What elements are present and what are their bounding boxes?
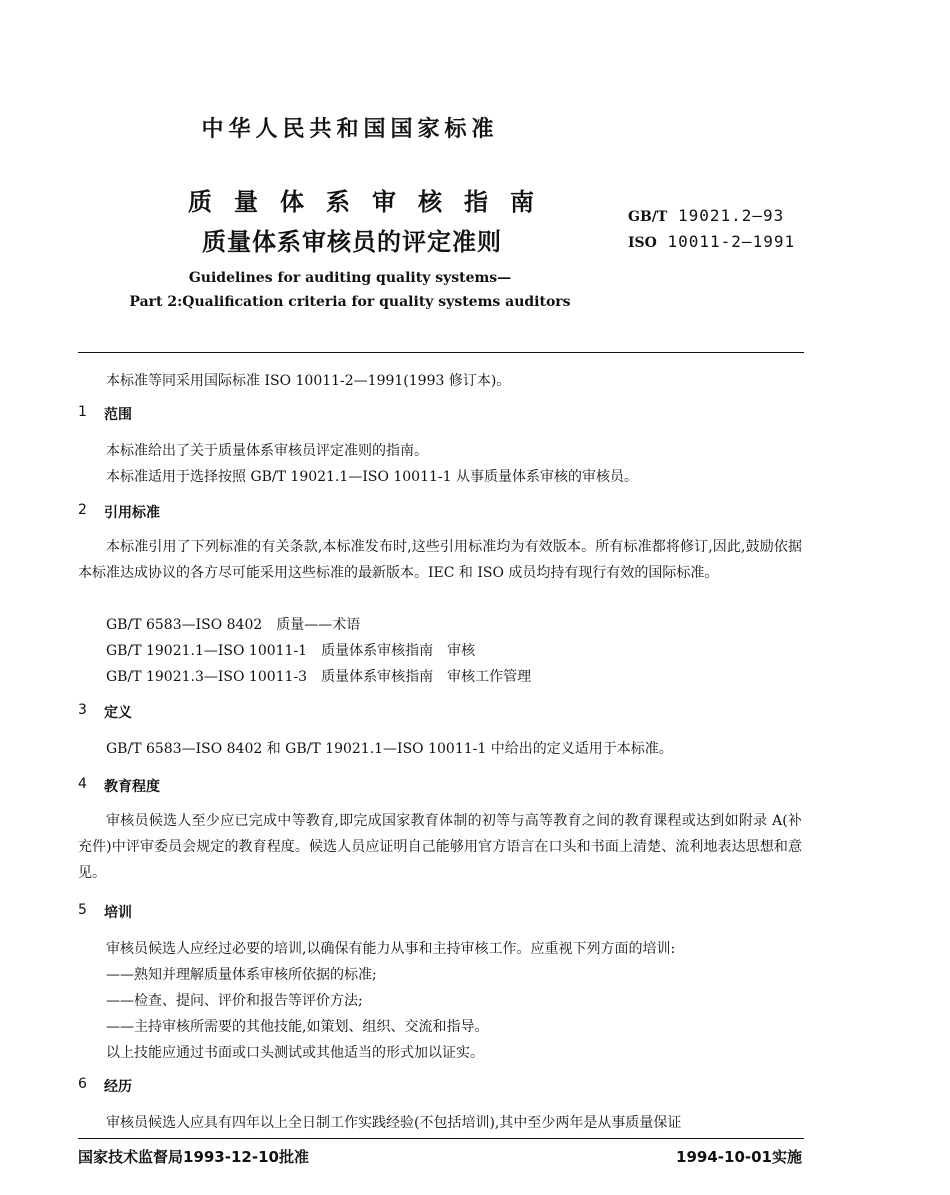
section-1-line-2: 本标准适用于选择按照 GB/T 19021.1—ISO 10011-1 从事质量体系审核的审核员。 — [106, 469, 638, 485]
document-title: 质量体系审核指南 — [188, 188, 556, 216]
reference-item: GB/T 19021.1—ISO 10011-1 质量体系审核指南 审核 — [106, 643, 476, 659]
reference-item: GB/T 19021.3—ISO 10011-3 质量体系审核指南 审核工作管理 — [106, 669, 532, 685]
gb-code-prefix: GB/T — [628, 209, 668, 225]
section-5-list-item: ——熟知并理解质量体系审核所依据的标准; — [106, 967, 377, 983]
header-divider — [78, 352, 804, 353]
section-3-number: 3 — [78, 702, 87, 718]
section-4-paragraph: 审核员候选人至少应已完成中等教育,即完成国家教育体制的初等与高等教育之间的教育课程或达到如附录 A(补充件)中评审委员会规定的教育程度。候选人员应证明自己能够用官方语言在口头和书面上清楚、流利地表达思想和意见。 — [78, 813, 802, 881]
section-2-paragraph: 本标准引用了下列标准的有关条款,本标准发布时,这些引用标准均为有效版本。所有标准都将修订,因此,鼓励依据本标准达成协议的各方尽可能采用这些标准的最新版本。IEC 和 ISO 成员均持有现行有效的国际标准。 — [78, 539, 802, 581]
document-subtitle: 质量体系审核员的评定准则 — [202, 228, 502, 256]
implementation-info: 1994-10-01实施 — [676, 1148, 802, 1166]
iso-code-prefix: ISO — [628, 235, 657, 251]
gb-code — [628, 206, 784, 225]
section-4-title: 教育程度 — [104, 779, 160, 795]
section-1-number: 1 — [78, 404, 87, 420]
iso-code — [628, 232, 795, 251]
national-standard-heading: 中华人民共和国国家标准 — [201, 117, 499, 142]
section-5-line: 以上技能应通过书面或口头测试或其他适当的形式加以证实。 — [106, 1045, 484, 1061]
section-5-title: 培训 — [104, 905, 132, 921]
section-5-list-item: ——检查、提问、评价和报告等评价方法; — [106, 993, 363, 1009]
approval-info: 国家技术监督局1993-12-10批准 — [78, 1148, 309, 1166]
section-1-line-1: 本标准给出了关于质量体系审核员评定准则的指南。 — [106, 443, 428, 459]
section-1-title: 范围 — [104, 407, 132, 423]
intro-text: 本标准等同采用国际标准 ISO 10011-2—1991(1993 修订本)。 — [106, 373, 511, 389]
section-2-title: 引用标准 — [104, 505, 160, 521]
section-2-number: 2 — [78, 502, 87, 518]
english-title-line-2: Part 2:Qualification criteria for quality systems auditors — [129, 294, 571, 310]
section-5-number: 5 — [78, 902, 87, 918]
reference-item: GB/T 6583—ISO 8402 质量——术语 — [106, 617, 361, 633]
section-5-line: 审核员候选人应经过必要的培训,以确保有能力从事和主持审核工作。应重视下列方面的培训: — [106, 941, 676, 957]
footer-divider — [78, 1138, 804, 1139]
iso-code-number: 10011-2—1991 — [667, 232, 796, 251]
section-5-list-item: ——主持审核所需要的其他技能,如策划、组织、交流和指导。 — [106, 1019, 489, 1035]
gb-code-number: 19021.2—93 — [677, 206, 785, 225]
section-6-line: 审核员候选人应具有四年以上全日制工作实践经验(不包括培训),其中至少两年是从事质量保证 — [106, 1115, 682, 1131]
section-6-number: 6 — [78, 1076, 87, 1092]
english-title-line-1: Guidelines for auditing quality systems— — [188, 270, 512, 286]
section-3-line: GB/T 6583—ISO 8402 和 GB/T 19021.1—ISO 10011-1 中给出的定义适用于本标准。 — [106, 741, 673, 757]
section-3-title: 定义 — [104, 705, 132, 721]
section-6-title: 经历 — [104, 1079, 132, 1095]
section-4-number: 4 — [78, 776, 87, 792]
